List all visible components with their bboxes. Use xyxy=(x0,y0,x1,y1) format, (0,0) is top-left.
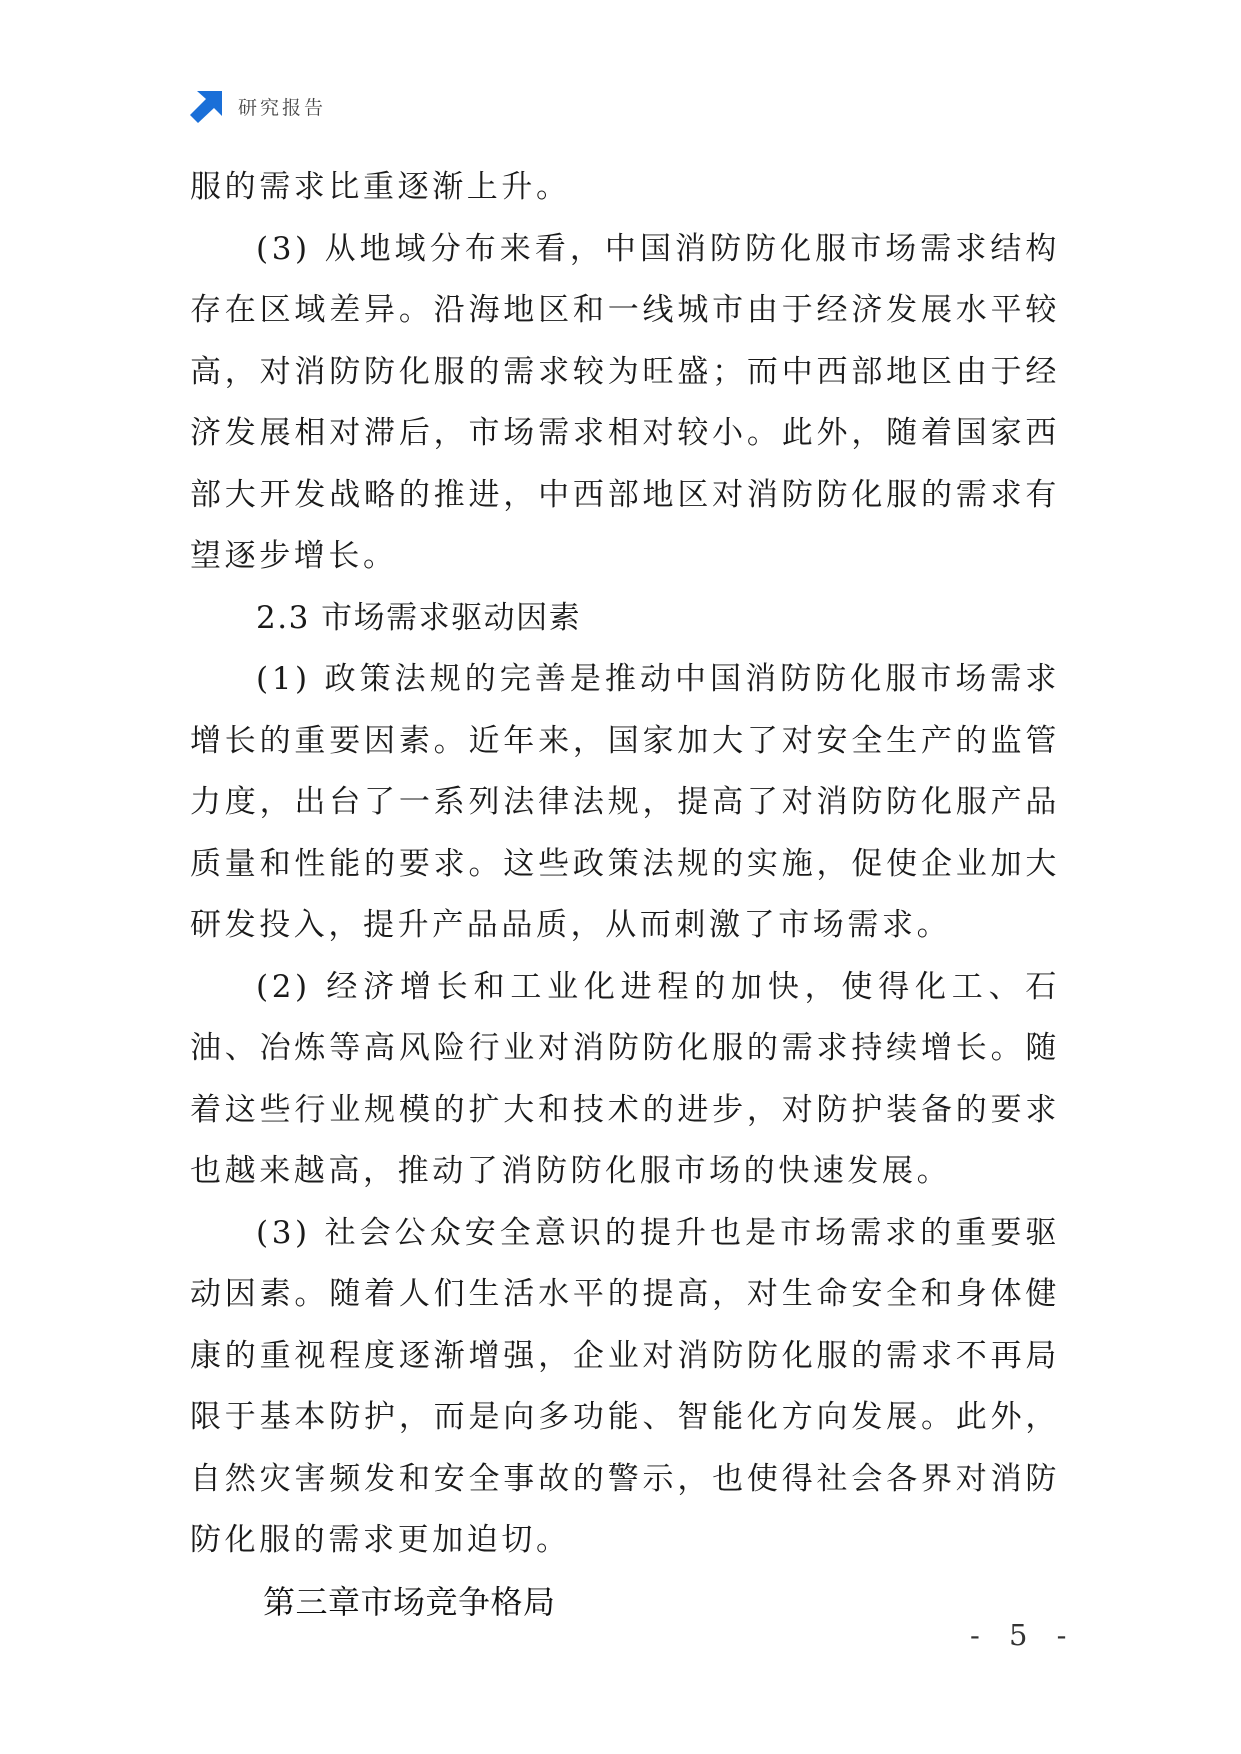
page-number: - 5 - xyxy=(970,1618,1077,1652)
chapter-heading: 第三章市场竞争格局 xyxy=(263,1582,556,1621)
paragraph: (2) 经济增长和工业化进程的加快，使得化工、石油、冶炼等高风险行业对消防防化服的需求持续增长。随着这些行业规模的扩大和技术的进步，对防护装备的要求也越来越高，推动了消防防化服市场的快速发展。 xyxy=(190,968,1060,1189)
paragraph: (3) 社会公众安全意识的提升也是市场需求的重要驱动因素。随着人们生活水平的提高，对生命安全和身体健康的重视程度逐渐增强，企业对消防防化服的需求不再局限于基本防护，而是向多功能、智能化方向发展。此外，自然灾害频发和安全事故的警示，也使得社会各界对消防防化服的需求更加迫切。 xyxy=(190,1214,1060,1558)
paragraph: (3) 从地域分布来看，中国消防防化服市场需求结构存在区域差异。沿海地区和一线城市由于经济发展水平较高，对消防防化服的需求较为旺盛；而中西部地区由于经济发展相对滞后，市场需求相对较小。此外，随着国家西部大开发战略的推进，中西部地区对消防防化服的需求有望逐步增长。 xyxy=(190,230,1060,574)
paragraph: (1) 政策法规的完善是推动中国消防防化服市场需求增长的重要因素。近年来，国家加大了对安全生产的监管力度，出台了一系列法律法规，提高了对消防防化服产品质量和性能的要求。这些政策法规的实施，促使企业加大研发投入，提升产品品质，从而刺激了市场需求。 xyxy=(190,661,1060,943)
header-title: 研究报告 xyxy=(238,96,327,119)
page-header xyxy=(190,88,326,124)
document-body xyxy=(190,157,1060,1633)
arrow-up-right-icon xyxy=(190,89,224,123)
section-heading: 2.3 市场需求驱动因素 xyxy=(256,599,582,636)
paragraph: 服的需求比重逐渐上升。 xyxy=(190,169,571,205)
